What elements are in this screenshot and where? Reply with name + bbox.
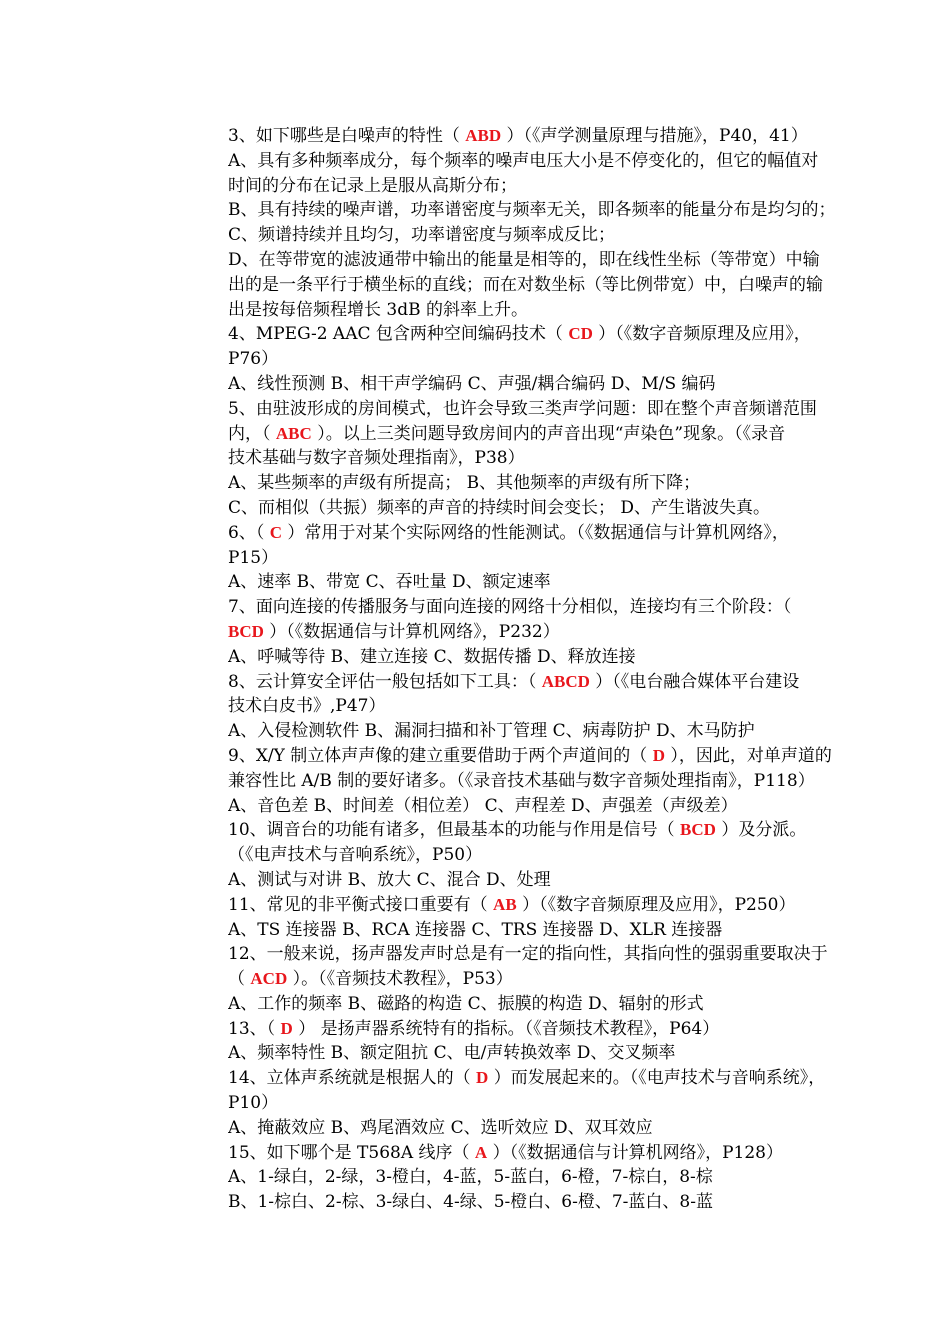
line-text: 11、常见的非平衡式接口重要有（ (228, 894, 494, 915)
text-line (228, 595, 918, 620)
text-line (228, 645, 918, 670)
text-line (228, 149, 918, 174)
answer-key: ABC (275, 423, 312, 443)
answer-key: C (269, 522, 283, 542)
line-text: ）（《数字音频原理及应用》， (592, 324, 811, 345)
text-line (228, 719, 918, 744)
text-line (228, 471, 918, 496)
line-text: ）（《声学测量原理与措施》，P40，41） (501, 126, 808, 146)
line-text: A、具有多种频率成分，每个频率的噪声电压大小是不停变化的，但它的幅值对 (228, 150, 819, 171)
text-line (228, 496, 918, 521)
line-text: ）（《数据通信与计算机网络》，P232） (263, 621, 560, 642)
line-text: 7、面向连接的传播服务与面向连接的网络十分相似，连接均有三个阶段：（ (228, 597, 792, 618)
line-text: A、入侵检测软件 B、漏洞扫描和补丁管理 C、病毒防护 D、木马防护 (228, 721, 755, 742)
answer-key: BCD (228, 621, 264, 641)
line-text: 13、（ (228, 1018, 281, 1039)
answer-key: D (476, 1068, 489, 1088)
line-text: C、而相似（共振）频率的声音的持续时间会变长； D、产生谐波失真。 (228, 497, 771, 518)
line-text: ）（《电台融合媒体平台建设 (589, 671, 800, 692)
text-line (228, 967, 918, 992)
text-line (228, 322, 918, 347)
line-text: （《电声技术与音响系统》，P50） (228, 845, 483, 866)
text-line (228, 1017, 918, 1042)
line-text: A、掩蔽效应 B、鸡尾酒效应 C、选听效应 D、双耳效应 (228, 1117, 653, 1138)
text-line (228, 620, 918, 645)
text-line (228, 124, 918, 149)
text-line (228, 198, 918, 223)
text-line (228, 868, 918, 893)
line-text: ）常用于对某个实际网络的性能测试。（《数据通信与计算机网络》， (282, 522, 789, 543)
text-line (228, 546, 918, 571)
text-line (228, 694, 918, 719)
line-text: ）而发展起来的。（《电声技术与音响系统》， (488, 1068, 826, 1089)
text-line (228, 347, 918, 372)
text-line (228, 918, 918, 943)
line-text: A、线性预测 B、相干声学编码 C、声强/耦合编码 D、M/S 编码 (228, 373, 716, 394)
line-text: B、具有持续的噪声谱，功率谱密度与频率无关，即各频率的能量分布是均匀的； (228, 200, 836, 221)
line-text: 技术基础与数字音频处理指南》，P38） (228, 448, 525, 469)
text-line (228, 248, 918, 273)
line-text: ）（《数据通信与计算机网络》，P128） (487, 1142, 783, 1163)
text-line (228, 397, 918, 422)
line-text: P76） (228, 349, 279, 370)
line-text: ），因此，对单声道的 (664, 745, 832, 766)
line-text: 15、如下哪个是 T568A 线序（ (228, 1142, 475, 1163)
text-line (228, 1141, 918, 1166)
answer-key: ACD (250, 969, 288, 989)
line-text: A、呼喊等待 B、建立连接 C、数据传播 D、释放连接 (228, 646, 636, 667)
line-text: 5、由驻波形成的房间模式，也许会导致三类声学问题：即在整个声音频谱范围 (228, 398, 817, 419)
line-text: P10） (228, 1093, 279, 1114)
line-text: （ (228, 969, 251, 990)
text-line (228, 794, 918, 819)
line-text: A、TS 连接器 B、RCA 连接器 C、TRS 连接器 D、XLR 连接器 (228, 919, 723, 940)
text-line (228, 1066, 918, 1091)
text-line (228, 446, 918, 471)
answer-key: D (280, 1018, 293, 1038)
text-line (228, 818, 918, 843)
text-line (228, 670, 918, 695)
answer-key: D (652, 745, 665, 765)
line-text: A、某些频率的声级有所提高； B、其他频率的声级有所下降； (228, 473, 701, 494)
line-text: 出的是一条平行于横坐标的直线；而在对数坐标（等比例带宽）中，白噪声的输 (228, 274, 823, 295)
line-text: 6、（ (228, 522, 270, 543)
line-text: 兼容性比 A/B 制的要好诸多。（《录音技术基础与数字音频处理指南》，P118） (228, 770, 815, 791)
line-text: C、频谱持续并且均匀，功率谱密度与频率成反比； (228, 225, 616, 246)
text-line (228, 744, 918, 769)
answer-key: BCD (680, 820, 716, 840)
text-line (228, 521, 918, 546)
line-text: 8、云计算安全评估一般包括如下工具：（ (228, 671, 542, 692)
text-line (228, 843, 918, 868)
text-line (228, 174, 918, 199)
line-text: 9、X/Y 制立体声声像的建立重要借助于两个声道间的（ (228, 745, 653, 766)
answer-key: CD (568, 324, 593, 344)
line-text: A、频率特性 B、额定阻抗 C、电/声转换效率 D、交叉频率 (228, 1043, 676, 1064)
text-line (228, 298, 918, 323)
line-text: 4、MPEG-2 AAC 包含两种空间编码技术（ (228, 324, 569, 345)
line-text: P15） (228, 547, 279, 568)
line-text: 12、一般来说，扬声器发声时总是有一定的指向性，其指向性的强弱重要取决于 (228, 944, 828, 965)
answer-key: AB (493, 894, 517, 914)
text-line (228, 223, 918, 248)
line-text: 出是按每倍频程增长 3dB 的斜率上升。 (228, 299, 528, 320)
text-line (228, 422, 918, 447)
text-line (228, 769, 918, 794)
text-line (228, 1116, 918, 1141)
line-text: D、在等带宽的滤波通带中输出的能量是相等的，即在线性坐标（等带宽）中输 (228, 249, 820, 270)
text-line (228, 1041, 918, 1066)
answer-key: ABD (465, 126, 502, 145)
line-text: ）。以上三类问题导致房间内的声音出现“声染色”现象。（《录音 (311, 423, 786, 444)
text-line (228, 1165, 918, 1190)
answer-key: ABCD (541, 671, 590, 691)
line-text: 内，（ (228, 423, 276, 444)
line-text: 3、如下哪些是白噪声的特性（ (228, 126, 466, 146)
line-text: ）（《数字音频原理及应用》，P250） (516, 894, 796, 915)
text-line (228, 273, 918, 298)
text-line (228, 893, 918, 918)
document-body (228, 124, 918, 1215)
line-text: B、1-棕白、2-棕、3-绿白、4-绿、5-橙白、6-橙、7-蓝白、8-蓝 (228, 1192, 713, 1213)
line-text: 14、立体声系统就是根据人的（ (228, 1068, 477, 1089)
line-text: A、测试与对讲 B、放大 C、混合 D、处理 (228, 869, 551, 890)
line-text: 10、调音台的功能有诸多，但最基本的功能与作用是信号（ (228, 820, 681, 841)
text-line (228, 1091, 918, 1116)
text-line (228, 992, 918, 1017)
line-text: 时间的分布在记录上是服从高斯分布； (228, 175, 517, 196)
text-line (228, 942, 918, 967)
line-text: A、速率 B、带宽 C、吞吐量 D、额定速率 (228, 572, 551, 593)
line-text: ） 是扬声器系统特有的指标。（《音频技术教程》，P64） (292, 1018, 720, 1039)
line-text: ）。（《音频技术教程》，P53） (287, 969, 513, 990)
line-text: 技术白皮书》,P47） (228, 696, 386, 717)
text-line (228, 570, 918, 595)
answer-key: A (474, 1142, 488, 1162)
line-text: A、音色差 B、时间差（相位差） C、声程差 D、声强差（声级差） (228, 795, 738, 816)
line-text: A、工作的频率 B、磁路的构造 C、振膜的构造 D、辐射的形式 (228, 993, 704, 1014)
text-line (228, 1190, 918, 1215)
text-line (228, 372, 918, 397)
line-text: A、1-绿白，2-绿，3-橙白，4-蓝，5-蓝白，6-橙，7-棕白，8-棕 (228, 1167, 713, 1188)
line-text: ）及分派。 (715, 820, 807, 841)
